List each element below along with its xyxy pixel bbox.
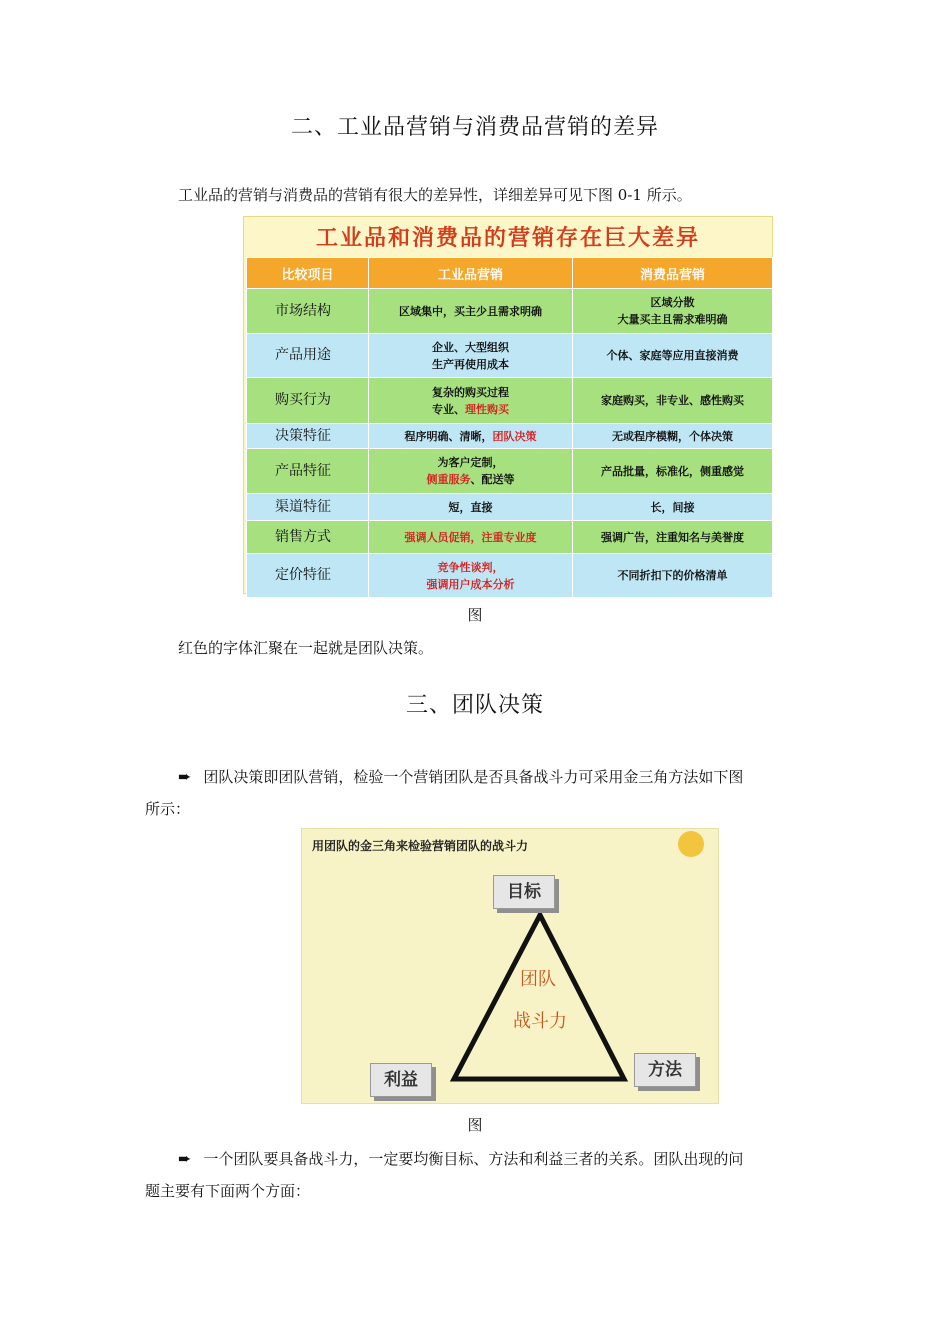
node-benefit: 利益 [370,1063,432,1097]
cell-text-red: 强调用户成本分析 [426,577,515,591]
bullet-paragraph-1-cont: 所示： [145,800,191,818]
bullet-paragraph-1 [178,766,818,788]
cell-text: 大量买主且需求难明确 [617,313,728,326]
table-row [247,494,773,521]
cell-text: 家庭购买，非专业、感性购买 [601,394,744,407]
figure-caption-2: 图 [467,1116,483,1134]
row-item: 决策特征 [247,424,369,449]
cell-text-red: 理性购买 [465,402,509,416]
row-industrial [369,378,573,424]
center-label-power: 战斗力 [513,1011,567,1032]
section-heading-2: 二、工业品营销与消费品营销的差异 [290,115,659,140]
row-industrial [369,289,573,334]
table-row [247,289,773,334]
cell-text: 不同折扣下的价格清单 [617,569,728,582]
row-industrial [369,424,573,449]
section-heading-3: 三、团队决策 [405,693,544,718]
table-row [247,554,773,598]
row-industrial [369,554,573,598]
comparison-table [246,257,773,598]
row-consumer [573,378,773,424]
table-row [247,334,773,378]
right-arrow-icon: ➨ [178,1149,192,1168]
cell-text: 专业、 [432,402,465,416]
bullet-paragraph-2-cont: 题主要有下面两个方面： [145,1182,311,1200]
triangle-title: 用团队的金三角来检验营销团队的战斗力 [312,839,529,853]
cell-text-red: 团队决策 [492,429,537,443]
figure-caption: 图 [467,606,483,624]
bullet-text: 一个团队要具备战斗力，一定要均衡目标、方法和利益三者的关系。团队出现的问 [203,1150,744,1168]
intro-paragraph: 工业品的营销与消费品的营销有很大的差异性，详细差异可见下图 0-1 所示。 [178,186,692,204]
row-item: 定价特征 [247,554,369,598]
cell-text: 区域分散 [650,296,695,309]
row-item: 产品用途 [247,334,369,378]
triangle-figure [301,828,719,1104]
cell-text-red: 侧重服务 [426,473,471,486]
cell-text: 程序明确、清晰， [404,429,493,443]
row-consumer [573,554,773,598]
node-goal: 目标 [493,875,555,909]
row-industrial [369,334,573,378]
row-industrial [369,449,573,494]
cell-text-red: 强调人员促销，注重专业度 [404,530,537,544]
cell-text: 、配送等 [470,473,515,486]
bullet-text: 团队决策即团队营销，检验一个营销团队是否具备战斗力可采用金三角方法如下图 [203,768,744,786]
row-consumer [573,334,773,378]
table-header-industrial: 工业品营销 [369,258,573,289]
row-item: 渠道特征 [247,494,369,521]
cell-text: 为客户定制， [437,456,504,469]
comparison-title: 工业品和消费品的营销存在巨大差异 [315,226,700,251]
cell-text: 区域集中，买主少且需求明确 [399,304,542,318]
bullet-paragraph-2 [178,1148,818,1170]
row-item: 产品特征 [247,449,369,494]
row-item: 购买行为 [247,378,369,424]
table-header-consumer: 消费品营销 [573,258,773,289]
cell-text: 产品批量，标准化，侧重感觉 [601,464,744,478]
cell-text: 企业、大型组织 [432,340,509,354]
cell-text: 长，间接 [650,500,695,514]
table-row [247,449,773,494]
center-label-team: 团队 [520,969,556,990]
row-consumer [573,494,773,521]
row-consumer [573,449,773,494]
cell-text: 无或程序模糊，个体决策 [612,429,733,443]
row-industrial [369,494,573,521]
table-header-item: 比较项目 [247,258,369,289]
row-consumer [573,424,773,449]
note-paragraph: 红色的字体汇聚在一起就是团队决策。 [178,639,434,657]
table-row [247,424,773,449]
cell-text: 强调广告，注重知名与美誉度 [601,530,744,544]
cell-text: 生产再使用成本 [432,357,509,371]
row-item: 市场结构 [247,289,369,334]
cell-text: 个体、家庭等应用直接消费 [606,349,739,362]
table-row [247,378,773,424]
row-consumer [573,521,773,554]
node-method: 方法 [634,1053,696,1087]
cell-text-red: 竞争性谈判， [437,560,504,574]
cell-text: 短，直接 [448,500,493,514]
row-industrial [369,521,573,554]
comparison-figure [243,216,773,594]
row-consumer [573,289,773,334]
table-row [247,521,773,554]
right-arrow-icon: ➨ [178,767,192,786]
cell-text: 复杂的购买过程 [432,385,509,399]
row-item: 销售方式 [247,521,369,554]
